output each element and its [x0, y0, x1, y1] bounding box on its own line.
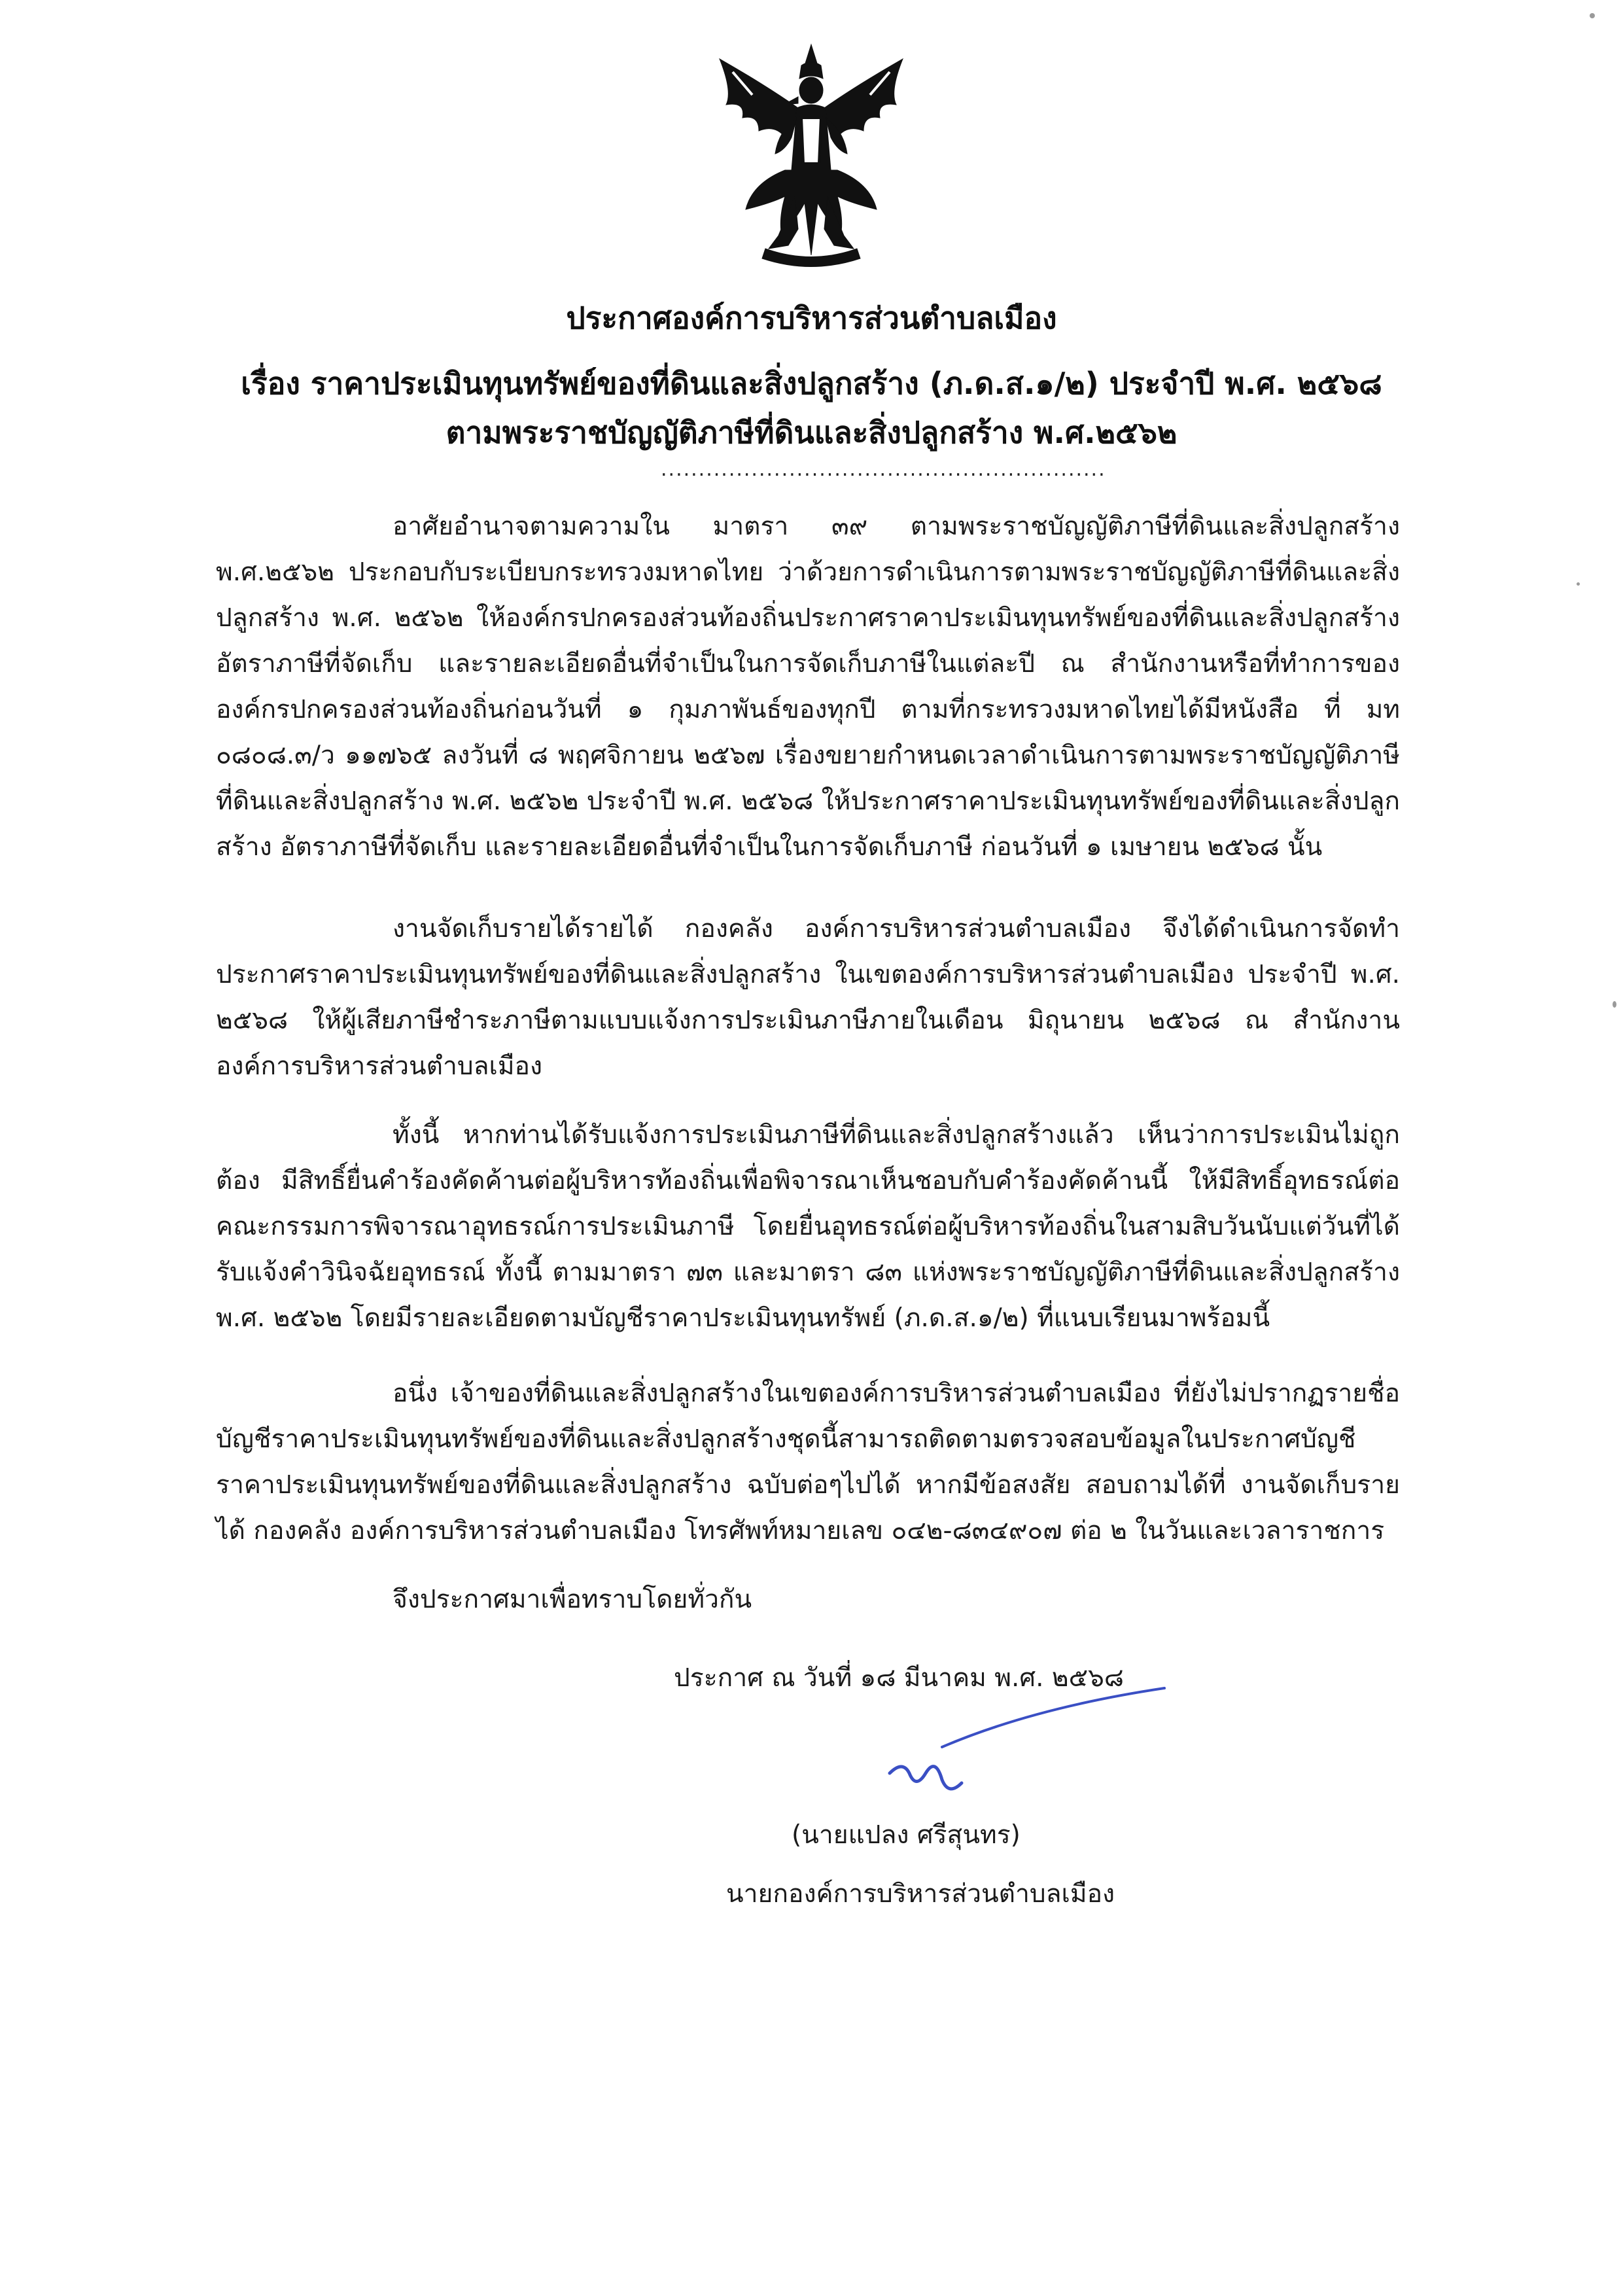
- garuda-emblem-icon: [707, 39, 916, 275]
- announcement-date: ประกาศ ณ วันที่ ๑๘ มีนาคม พ.ศ. ๒๕๖๘: [674, 1663, 1124, 1693]
- paragraph-contact-info: อนึ่ง เจ้าของที่ดินและสิ่งปลูกสร้างในเขตองค์การบริหารส่วนตำบลเมือง ที่ยังไม่ปรากฏรายชื่อบัญชีราคาประเมินทุนทรัพย์ของที่ดินและสิ่งปลูกสร้างชุดนี้สามารถติดตามตรวจสอบข้อมูลในประกาศบัญชีราคาประเมินทุนทรัพย์ของที่ดินและสิ่งปลูกสร้าง ฉบับต่อๆไปได้ หากมีข้อสงสัย สอบถามได้ที่ งานจัดเก็บรายได้ กองคลัง องค์การบริหารส่วนตำบลเมือง โทรศัพท์หมายเลข ๐๔๒-๘๓๔๙๐๗ ต่อ ๒ ในวันและเวลาราชการ: [216, 1379, 1400, 1545]
- scan-speck: [1613, 1001, 1616, 1008]
- scan-speck: [1577, 582, 1580, 586]
- paragraph-appeal-rights: ทั้งนี้ หากท่านได้รับแจ้งการประเมินภาษีที่ดินและสิ่งปลูกสร้างแล้ว เห็นว่าการประเมินไม่ถูกต้อง มีสิทธิ์ยื่นคำร้องคัดค้านต่อผู้บริหารท้องถิ่นเพื่อพิจารณาเห็นชอบกับคำร้องคัดค้านนี้ ให้มีสิทธิ์อุทธรณ์ต่อคณะกรรมการพิจารณาอุทธรณ์การประเมินภาษี โดยยื่นอุทธรณ์ต่อผู้บริหารท้องถิ่นในสามสิบวันนับแต่วันที่ได้รับแจ้งคำวินิจฉัยอุทธรณ์ ทั้งนี้ ตามมาตรา ๗๓ และมาตรา ๘๓ แห่งพระราชบัญญัติภาษีที่ดินและสิ่งปลูกสร้าง พ.ศ. ๒๕๖๒ โดยมีรายละเอียดตามบัญชีราคาประเมินทุนทรัพย์ (ภ.ด.ส.๑/๒) ที่แนบเรียนมาพร้อมนี้: [216, 1120, 1400, 1333]
- signatory-position: นายกองค์การบริหารส่วนตำบลเมือง: [726, 1879, 1115, 1909]
- subject-line: เรื่อง ราคาประเมินทุนทรัพย์ของที่ดินและสิ่งปลูกสร้าง (ภ.ด.ส.๑/๒) ประจำปี พ.ศ. ๒๕๖๘: [241, 366, 1382, 401]
- scan-speck: [1590, 13, 1595, 18]
- closing-statement: จึงประกาศมาเพื่อทราบโดยทั่วกัน: [393, 1585, 752, 1614]
- handwritten-signature: [864, 1675, 1178, 1819]
- act-reference-line: ตามพระราชบัญญัติภาษีที่ดินและสิ่งปลูกสร้าง พ.ศ.๒๕๖๒: [445, 415, 1178, 450]
- paragraph-tax-collection: งานจัดเก็บรายได้รายได้ กองคลัง องค์การบริหารส่วนตำบลเมือง จึงได้ดำเนินการจัดทำประกาศราคาประเมินทุนทรัพย์ของที่ดินและสิ่งปลูกสร้าง ในเขตองค์การบริหารส่วนตำบลเมือง ประจำปี พ.ศ. ๒๕๖๘ ให้ผู้เสียภาษีชำระภาษีตามแบบแจ้งการประเมินภาษีภายในเดือน มิถุนายน ๒๕๖๘ ณ สำนักงานองค์การบริหารส่วนตำบลเมือง: [216, 914, 1400, 1081]
- page-title: ประกาศองค์การบริหารส่วนตำบลเมือง: [566, 300, 1057, 336]
- signatory-name: (นายแปลง ศรีสุนทร): [792, 1820, 1021, 1850]
- separator-dots: ...........................................................: [661, 458, 1106, 481]
- paragraph-authority: อาศัยอำนาจตามความใน มาตรา ๓๙ ตามพระราชบัญญัติภาษีที่ดินและสิ่งปลูกสร้าง พ.ศ.๒๕๖๒ ประกอบกับระเบียบกระทรวงมหาดไทย ว่าด้วยการดำเนินการตามพระราชบัญญัติภาษีที่ดินและสิ่งปลูกสร้าง พ.ศ. ๒๕๖๒ ให้องค์กรปกครองส่วนท้องถิ่นประกาศราคาประเมินทุนทรัพย์ของที่ดินและสิ่งปลูกสร้าง อัตราภาษีที่จัดเก็บ และรายละเอียดอื่นที่จำเป็นในการจัดเก็บภาษีในแต่ละปี ณ สำนักงานหรือที่ทำการขององค์กรปกครองส่วนท้องถิ่นก่อนวันที่ ๑ กุมภาพันธ์ของทุกปี ตามที่กระทรวงมหาดไทยได้มีหนังสือ ที่ มท ๐๘๐๘.๓/ว ๑๑๗๖๕ ลงวันที่ ๘ พฤศจิกายน ๒๕๖๗ เรื่องขยายกำหนดเวลาดำเนินการตามพระราชบัญญัติภาษีที่ดินและสิ่งปลูกสร้าง พ.ศ. ๒๕๖๒ ประจำปี พ.ศ. ๒๕๖๘ ให้ประกาศราคาประเมินทุนทรัพย์ของที่ดินและสิ่งปลูกสร้าง อัตราภาษีที่จัดเก็บ และรายละเอียดอื่นที่จำเป็นในการจัดเก็บภาษี ก่อนวันที่ ๑ เมษายน ๒๕๖๘ นั้น: [216, 512, 1400, 862]
